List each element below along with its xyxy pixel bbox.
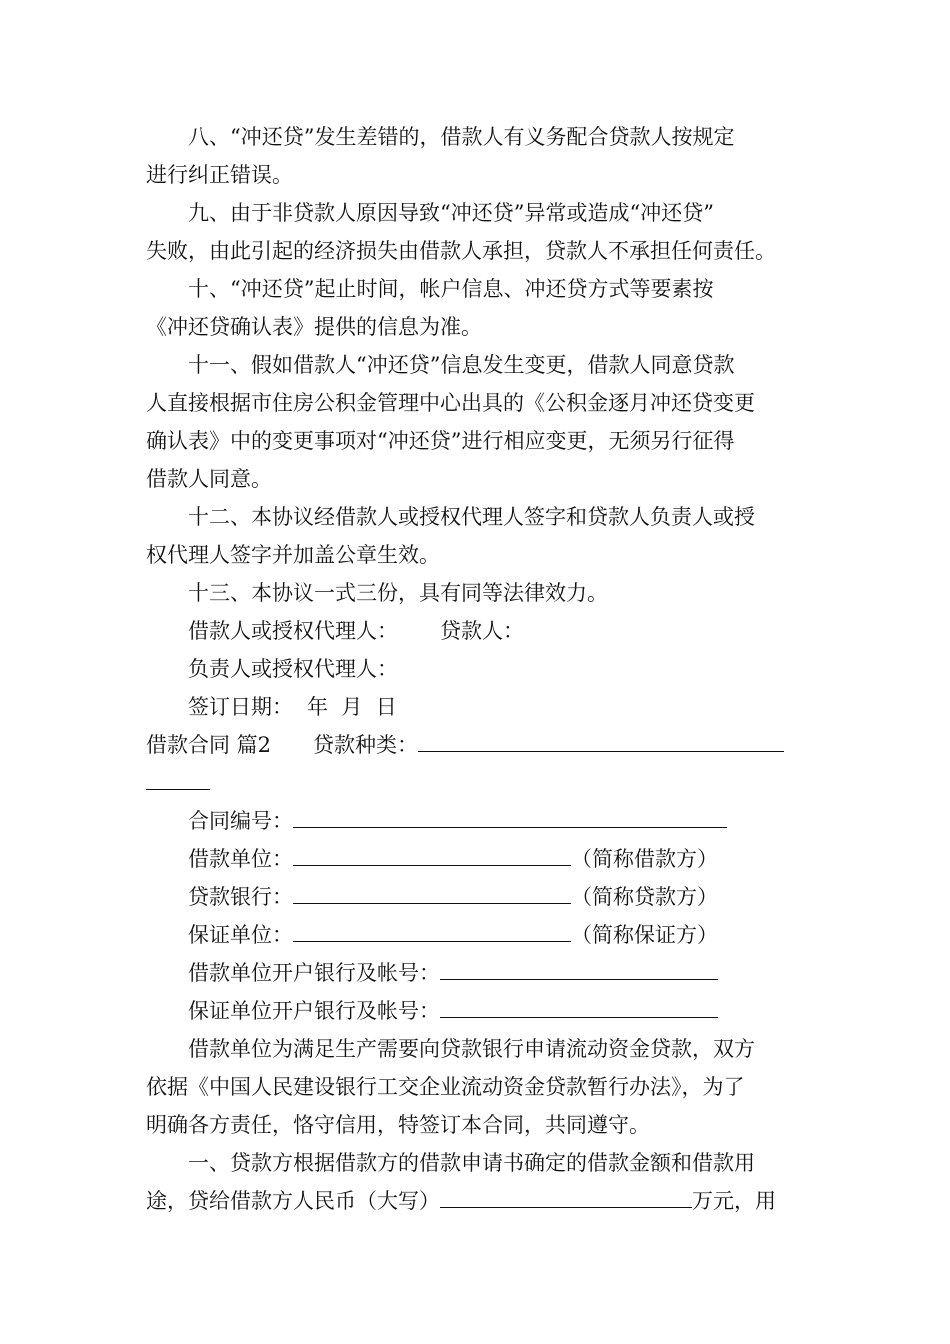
signing-date-label: 签订日期：	[188, 695, 293, 719]
borrower-abbr: （简称借款方）	[571, 847, 718, 871]
signature-lender-label: 贷款人：	[440, 619, 524, 643]
borrower-unit-label: 借款单位：	[188, 847, 293, 871]
clause-10-line-1: 十、“冲还贷”起止时间，帐户信息、冲还贷方式等要素按	[188, 277, 714, 301]
clause-11-line-3: 确认表》中的变更事项对“冲还贷”进行相应变更，无须另行征得	[146, 429, 735, 453]
borrower-unit-blank	[293, 841, 571, 866]
article-1-line-2-start: 途，贷给借款方人民币（大写）	[146, 1189, 440, 1213]
loan-type-blank-continued	[146, 765, 210, 790]
article-1-line-2	[146, 1182, 806, 1220]
loan-type-label: 贷款种类：	[313, 733, 419, 757]
contract-number-label: 合同编号：	[188, 809, 293, 833]
lender-bank-label: 贷款银行：	[188, 885, 293, 909]
loan-amount-blank	[440, 1183, 692, 1208]
clause-13-line-1: 十三、本协议一式三份，具有同等法律效力。	[188, 581, 608, 605]
intro-line-3: 明确各方责任，恪守信用，特签订本合同，共同遵守。	[146, 1113, 650, 1137]
lender-bank-blank	[293, 879, 571, 904]
contract-number-row	[146, 802, 806, 840]
clause-9-line-1: 九、由于非贷款人原因导致“冲还贷”异常或造成“冲还贷”	[188, 201, 714, 225]
article-1-line-2-end: 万元，用	[692, 1189, 776, 1213]
clause-10-line-2: 《冲还贷确认表》提供的信息为准。	[146, 315, 482, 339]
clause-11-line-2: 人直接根据市住房公积金管理中心出具的《公积金逐月冲还贷变更	[146, 391, 755, 415]
intro-line-1: 借款单位为满足生产需要向贷款银行申请流动资金贷款，双方	[188, 1037, 755, 1061]
contract-number-blank	[293, 803, 727, 828]
contract-2-heading: 借款合同 篇2	[146, 733, 272, 757]
document-body	[146, 118, 806, 1220]
clause-9-line-2: 失败，由此引起的经济损失由借款人承担，贷款人不承担任何责任。	[146, 239, 776, 263]
lender-bank-row	[146, 878, 806, 916]
contract-2-heading-row	[146, 726, 806, 764]
borrower-account-row	[146, 954, 806, 992]
clause-12-line-2: 权代理人签字并加盖公章生效。	[146, 543, 440, 567]
signature-borrower-label: 借款人或授权代理人：	[188, 619, 398, 643]
article-1-line-1: 一、贷款方根据借款方的借款申请书确定的借款金额和借款用	[188, 1151, 755, 1175]
clause-8-line-2: 进行纠正错误。	[146, 163, 293, 187]
date-day: 日	[375, 695, 397, 719]
loan-type-blank	[418, 727, 784, 752]
guarantor-label: 保证单位：	[188, 923, 293, 947]
guarantor-account-blank	[440, 993, 718, 1018]
signature-responsible-label: 负责人或授权代理人：	[188, 657, 398, 681]
guarantor-account-label: 保证单位开户银行及帐号：	[188, 999, 440, 1023]
clause-11-line-4: 借款人同意。	[146, 467, 272, 491]
date-year: 年	[307, 695, 328, 719]
lender-abbr: （简称贷款方）	[571, 885, 718, 909]
clause-12-line-1: 十二、本协议经借款人或授权代理人签字和贷款人负责人或授	[188, 505, 755, 529]
signature-borrower-lender-row	[146, 612, 806, 650]
date-month: 月	[341, 695, 363, 719]
guarantor-abbr: （简称保证方）	[571, 923, 718, 947]
guarantor-row	[146, 916, 806, 954]
intro-line-2: 依据《中国人民建设银行工交企业流动资金贷款暂行办法》，为了	[146, 1075, 745, 1099]
borrower-unit-row	[146, 840, 806, 878]
signing-date-row	[146, 688, 806, 726]
borrower-account-blank	[440, 955, 718, 980]
clause-11-line-1: 十一、假如借款人“冲还贷”信息发生变更，借款人同意贷款	[188, 353, 735, 377]
guarantor-account-row	[146, 992, 806, 1030]
guarantor-blank	[293, 917, 571, 942]
borrower-account-label: 借款单位开户银行及帐号：	[188, 961, 440, 985]
clause-8-line-1: 八、“冲还贷”发生差错的，借款人有义务配合贷款人按规定	[188, 125, 735, 149]
loan-type-blank-continued-row	[146, 764, 806, 802]
